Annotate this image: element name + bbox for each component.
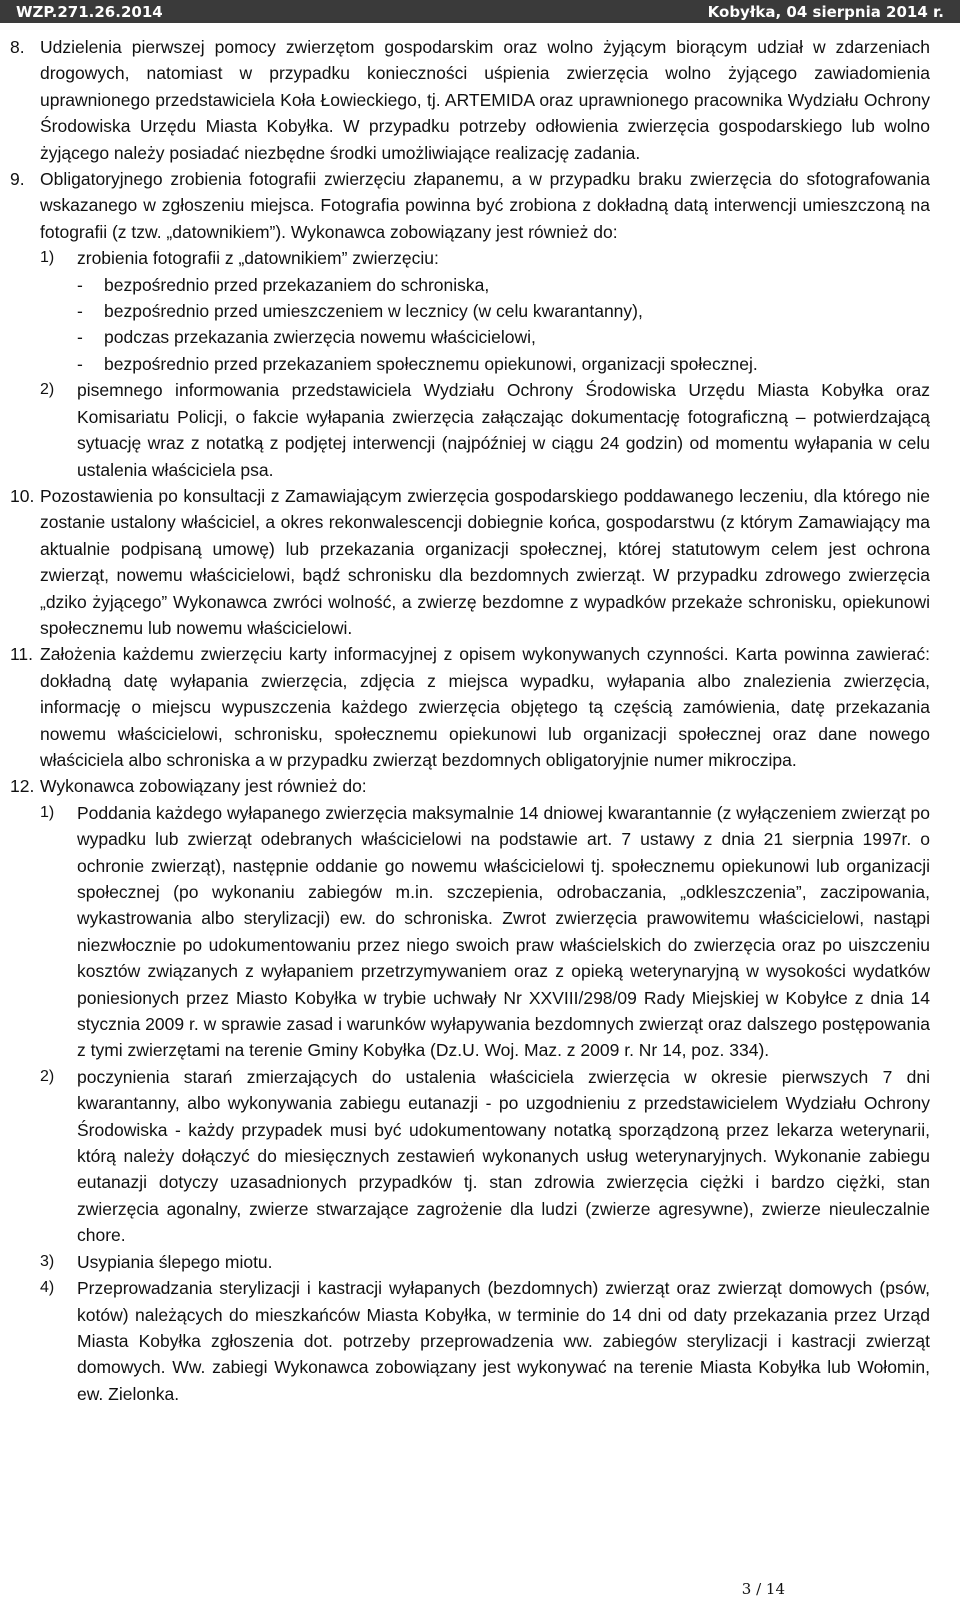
dash-item [0, 272, 960, 298]
dash-mark: - [77, 353, 83, 374]
dash-item [0, 351, 960, 377]
subitem-9-1 [0, 245, 960, 271]
item-text: Udzielenia pierwszej pomocy zwierzętom gospodarskim oraz wolno żyjącym biorącym udział w zdarzeniach drogowych, natomiast w przypadku konieczności uśpienia zwierzęcia wolno żyjącego zawiadomienia uprawnionego przedstawiciela Koła Łowieckiego, tj. ARTEMIDA oraz uprawnionego pracownika Wydziału Ochrony Środowiska Urzędu Miasta Kobyłka. W przypadku potrzeby odłowienia zwierzęcia gospodarskiego lub wolno żyjącego należy posiadać niezbędne środki umożliwiające realizację zadania. [40, 37, 930, 163]
subitem-number: 1) [40, 803, 55, 821]
document-date: Kobyłka, 04 sierpnia 2014 r. [707, 2, 944, 21]
item-text: Pozostawienia po konsultacji z Zamawiającym zwierzęcia gospodarskiego poddawanego leczeniu, dla którego nie zostanie ustalony właściciel, a okres rekonwalescencji dobiegnie końca, gospodarstwu (z którym Zamawiający ma aktualnie podpisaną umowę) lub przekazania organizacji społecznej, której statutowym celem jest ochrona zwierząt, nowemu właścicielowi, bądź schronisku dla bezdomnych zwierząt. W przypadku zdrowego zwierzęcia „dziko żyjącego” Wykonawca zwróci wolność, a zwierzę bezdomne z wypadków przekaże schronisku, opiekunowi społecznemu lub nowemu właścicielowi. [40, 485, 930, 638]
item-12 [0, 773, 960, 799]
item-10 [0, 483, 960, 641]
subitem-12-4 [0, 1275, 960, 1407]
subitem-text: zrobienia fotografii z „datownikiem” zwierzęciu: [77, 248, 439, 269]
subitem-12-1 [0, 800, 960, 1064]
subitem-12-3 [0, 1249, 960, 1275]
subitem-text: poczynienia starań zmierzających do ustalenia właściciela zwierzęcia w okresie pierwszych 7 dni kwarantanny, albo wykonywania zabiegu eutanazji - po uzgodnieniu z przedstawicielem Wydziału Ochrony Środowiska - każdy przypadek musi być udokumentowany notatką sporządzoną przez lekarza weterynarii, którą należy dołączyć do miesięcznych zestawień wykonanych usług weterynaryjnych. Wykonanie zabiegu eutanazji dotyczy uzasadnionych przypadków tj. stan zdrowia zwierzęcia ciężki i bardzo ciężki, stan zwierzęcia agonalny, zwierze stwarzające zagrożenie dla ludzi (zwierze agresywne), zwierze nieuleczalnie chore. [77, 1066, 930, 1246]
subitem-number: 4) [40, 1279, 55, 1297]
item-text: Obligatoryjnego zrobienia fotografii zwierzęciu złapanemu, a w przypadku braku zwierzęcia do sfotografowania wskazanego w zgłoszeniu miejsca. Fotografia powinna być zrobiona z dokładną datą interwencji umieszczoną na fotografii (z tzw. „datownikiem”). Wykonawca zobowiązany jest również do: [40, 169, 930, 242]
dash-mark: - [77, 327, 83, 348]
dash-text: podczas przekazania zwierzęcia nowemu właścicielowi, [104, 327, 536, 348]
item-number: 11. [10, 644, 34, 665]
dash-text: bezpośrednio przed umieszczeniem w lecznicy (w celu kwarantanny), [104, 301, 643, 322]
item-8 [0, 34, 960, 166]
dash-item [0, 324, 960, 350]
item-text: Założenia każdemu zwierzęciu karty informacyjnej z opisem wykonywanych czynności. Karta powinna zawierać: dokładną datę wyłapania zwierzęcia, zdjęcia z miejsca wypadku, wyłapania albo znalezienia zwierzęcia, informację o miejscu wypuszczenia każdego zwierzęcia objętego tą częścią zamówienia, datę przekazania nowemu właścicielowi, schronisku, społecznemu opiekunowi lub organizacji społecznej oraz dane nowego właściciela albo schroniska a w przypadku zwierząt bezdomnych obligatoryjnie numer mikroczipa. [40, 644, 930, 770]
subitem-9-2 [0, 377, 960, 483]
item-number: 12. [10, 776, 35, 797]
subitem-number: 3) [40, 1252, 55, 1270]
subitem-text: Przeprowadzania sterylizacji i kastracji wyłapanych (bezdomnych) zwierząt oraz zwierząt domowych (psów, kotów) należących do mieszkańców Miasta Kobyłka, w terminie do 14 dni od daty przekazania przez Urząd Miasta Kobyłka zgłoszenia dot. potrzeby przeprowadzenia ww. zabiegów sterylizacji i kastracji zwierząt domowych. Ww. zabiegi Wykonawca zobowiązany jest wykonywać na terenie Miasta Kobyłka lub Wołomin, ew. Zielonka. [77, 1278, 930, 1404]
item-9 [0, 166, 960, 245]
dash-mark: - [77, 301, 83, 322]
dash-item [0, 298, 960, 324]
subitem-text: pisemnego informowania przedstawiciela Wydziału Ochrony Środowiska Urzędu Miasta Kobyłka oraz Komisariatu Policji, o fakcie wyłapania zwierzęcia załączając dokumentację fotograficzną – potwierdzającą sytuację wraz z notatką z podjętej interwencji (najpóźniej w ciągu 24 godzin) od momentu wyłapania w celu ustalenia właściciela psa. [77, 380, 930, 480]
subitem-text: Usypiania ślepego miotu. [77, 1251, 273, 1272]
subitem-number: 2) [40, 381, 55, 399]
document-header [0, 0, 960, 23]
subitem-12-2 [0, 1064, 960, 1249]
dash-mark: - [77, 274, 83, 295]
dash-text: bezpośrednio przed przekazaniem społecznemu opiekunowi, organizacji społecznej. [104, 353, 758, 374]
item-text: Wykonawca zobowiązany jest również do: [40, 776, 367, 797]
subitem-number: 2) [40, 1067, 55, 1085]
item-11 [0, 641, 960, 773]
subitem-text: Poddania każdego wyłapanego zwierzęcia maksymalnie 14 dniowej kwarantannie (z wyłączeniem zwierząt po wypadku lub zwierząt odebranych właścicielowi na podstawie art. 7 ustawy z dnia 21 sierpnia 1997r. o ochronie zwierząt), następnie oddanie go nowemu właścicielowi tj. społecznemu opiekunowi lub organizacji społecznej (po wykonaniu zabiegów m.in. szczepienia, odrobaczania, „odkleszczenia”, zaczipowania, wykastrowania albo sterylizacji) ew. do schroniska. Zwrot zwierzęcia prawowitemu właścicielowi, nastąpi niezwłocznie po udokumentowaniu przez niego swoich praw właścielskich do zwierzęcia oraz po uiszczeniu kosztów związanych z wyłapaniem przetrzymywaniem oraz z opieką weterynaryjną w wysokości wydatków poniesionych przez Miasto Kobyłka w trybie uchwały Nr XXVIII/298/09 Rady Miejskiej w Kobyłce z dnia 14 stycznia 2009 r. w sprawie zasad i warunków wyłapywania bezdomnych zwierząt oraz dalszego postępowania z tymi zwierzętami na terenie Gminy Kobyłka (Dz.U. Woj. Maz. z 2009 r. Nr 14, poz. 334). [77, 802, 930, 1061]
item-number: 8. [10, 37, 25, 57]
document-body [0, 34, 960, 1407]
dash-text: bezpośrednio przed przekazaniem do schroniska, [104, 274, 490, 295]
subitem-number: 1) [40, 249, 55, 267]
item-number: 9. [10, 169, 25, 190]
item-number: 10. [10, 485, 35, 506]
document-reference: WZP.271.26.2014 [16, 2, 163, 21]
page-number: 3 / 14 [741, 1580, 785, 1598]
